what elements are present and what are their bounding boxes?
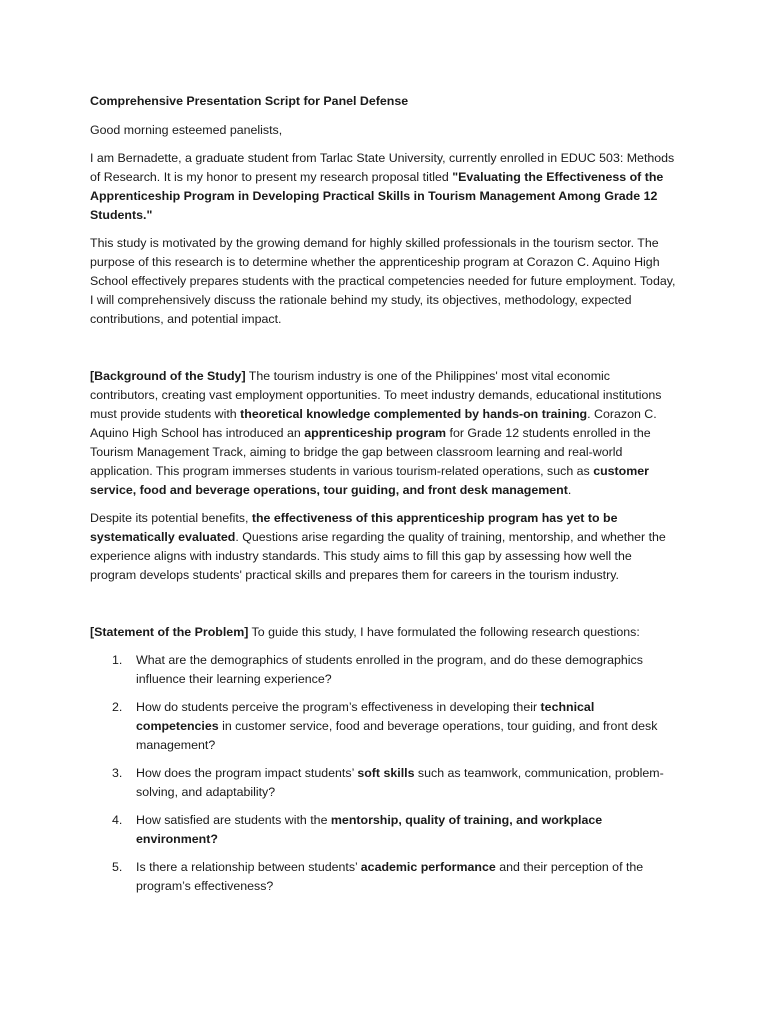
background-paragraph [90, 367, 680, 500]
motivation-paragraph: This study is motivated by the growing demand for highly skilled professionals in the tourism sector. The purpose of this research is to determine whether the apprenticeship program at Corazon C. Aquino High School effectively prepares students with the practical competencies needed for future employment. Today, I will comprehensively discuss the rationale behind my study, its objectives, methodology, expected contributions, and potential impact. [90, 236, 676, 326]
problem-intro: To guide this study, I have formulated the following research questions: [248, 625, 640, 639]
list-item [90, 811, 680, 849]
despite-emphasis: the effectiveness of this apprenticeship program has yet to be systematically evaluated [90, 511, 618, 544]
document-title: Comprehensive Presentation Script for Panel Defense [90, 94, 409, 108]
background-text-1: The tourism industry is one of the Philippines' most vital economic contributors, creating vast employment opportunities. To meet industry demands, educational institutions must provide students with [90, 369, 662, 421]
question-emphasis: soft skills [357, 766, 415, 780]
question-text: in customer service, food and beverage operations, tour guiding, and front desk management? [136, 719, 658, 752]
greeting: Good morning esteemed panelists, [90, 123, 283, 137]
despite-text-2: . Questions arise regarding the quality of training, mentorship, and whether the experience aligns with industry standards. This study aims to fill this gap by assessing how well the program develops students' practical skills and prepares them for careers in the tourism industry. [90, 530, 666, 582]
question-emphasis: mentorship, quality of training, and workplace environment? [136, 813, 603, 846]
question-text: How satisfied are students with the [136, 813, 331, 827]
background-emphasis-2: apprenticeship program [304, 426, 447, 440]
background-emphasis-3: customer service, food and beverage operations, tour guiding, and front desk management [90, 464, 649, 497]
background-heading: [Background of the Study] [90, 369, 246, 383]
background-text-4: . [567, 483, 572, 497]
intro-text: I am Bernadette, a graduate student from Tarlac State University, currently enrolled in EDUC 503: Methods of Research. It is my honor to present my research proposal titled [90, 151, 675, 184]
question-text: How does the program impact students’ [136, 766, 358, 780]
intro-paragraph [90, 149, 680, 225]
background-text-2: . Corazon C. Aquino High School has introduced an [90, 407, 657, 440]
question-emphasis: technical competencies [136, 700, 595, 733]
list-number: 4. [112, 813, 123, 827]
problem-heading: [Statement of the Problem] [90, 625, 249, 639]
section-spacer [90, 338, 680, 367]
research-questions-list [90, 651, 680, 896]
question-text: How do students perceive the program’s effectiveness in developing their [136, 700, 541, 714]
list-item [90, 858, 680, 896]
background-text-3: for Grade 12 students enrolled in the Tourism Management Track, aiming to bridge the gap between classroom learning and real-world application. This program immerses students in various tourism-related operations, such as [90, 426, 651, 478]
background-emphasis-1: theoretical knowledge complemented by hands-on training [240, 407, 588, 421]
list-number: 2. [112, 700, 123, 714]
list-item [90, 651, 680, 689]
list-number: 5. [112, 860, 123, 874]
question-text: and their perception of the program’s effectiveness? [136, 860, 644, 893]
proposal-title: "Evaluating the Effectiveness of the Apprenticeship Program in Developing Practical Skills in Tourism Management Among Grade 12 Students." [90, 170, 664, 222]
despite-text-1: Despite its potential benefits, [90, 511, 252, 525]
question-text: Is there a relationship between students’ [136, 860, 361, 874]
list-item [90, 764, 680, 802]
list-item [90, 698, 680, 755]
question-text: such as teamwork, communication, problem-solving, and adaptability? [136, 766, 664, 799]
question-text: What are the demographics of students enrolled in the program, and do these demographics influence their learning experience? [136, 653, 643, 686]
list-number: 3. [112, 766, 123, 780]
document-page [90, 92, 680, 905]
list-number: 1. [112, 653, 123, 667]
question-emphasis: academic performance [360, 860, 496, 874]
despite-paragraph [90, 509, 680, 585]
section-spacer [90, 594, 680, 623]
problem-paragraph [90, 623, 680, 642]
